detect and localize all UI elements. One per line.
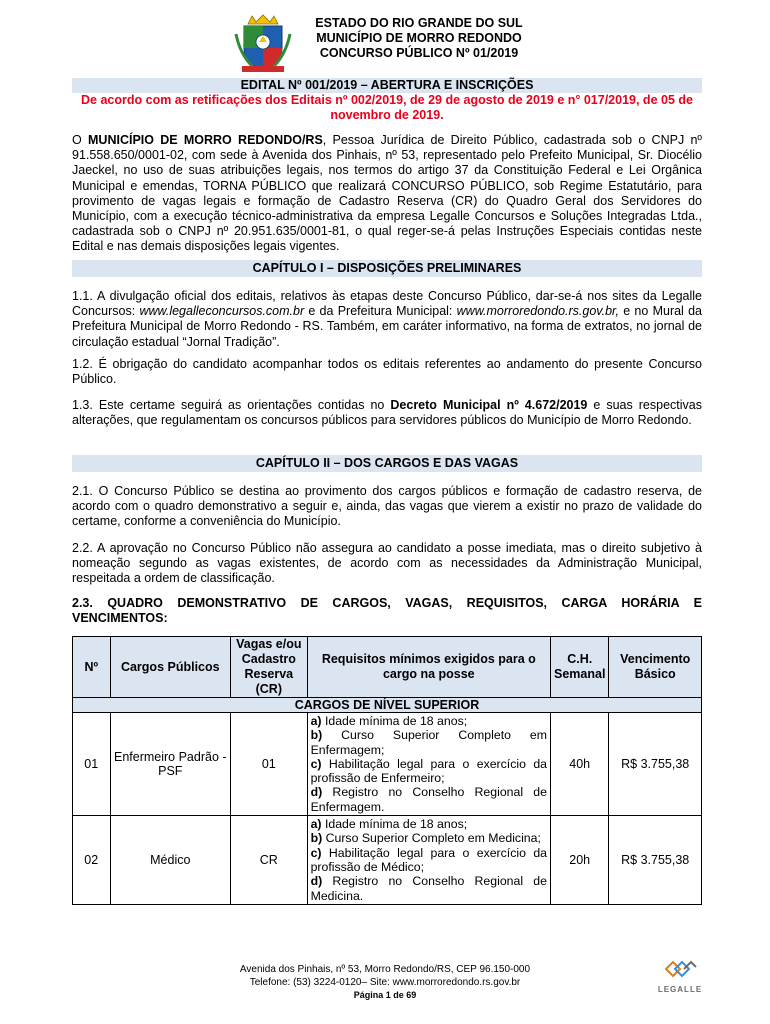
decreto-reference: Decreto Municipal nº 4.672/2019: [390, 398, 588, 412]
paragraph-1-1: [72, 289, 702, 350]
header-contest: CONCURSO PÚBLICO Nº 01/2019: [319, 46, 519, 60]
req-text: Habilitação legal para o exercício da profissão de Enfermeiro;: [310, 756, 547, 786]
req-text: Idade mínima de 18 anos;: [321, 817, 468, 832]
col-header-num: Nº: [73, 637, 111, 698]
row-requisitos: [307, 713, 550, 816]
intro-text: , Pessoa Jurídica de Direito Público, cadastrada sob o CNPJ nº 91.558.650/0001-02, com sede à Avenida dos Pinhais, nº 53, representado pelo Prefeito Municipal, Sr. Diocélio Jaeckel, no uso de suas atribuições legais, nos termos do artigo 37 da Constituição Federal e Lei Orgânica Municipal e emendas, TORNA PÚBLICO que realizará CONCURSO PÚBLICO, sob Regime Estatutário, para provimento de vagas legais e formação de Cadastro Reserva (CR) do Quadro Geral dos Servidores do Município, com a execução técnico-administrativa da empresa Legalle Concursos e Soluções Integradas Ltda., cadastrada sob o CNPJ nº 20.951.635/0001-81, o qual reger-se-á pelas Instruções Especiais contidas neste Edital e nas demais disposições legais vigentes.: [72, 133, 702, 254]
retificacoes-note: De acordo com as retificações dos Editais nº 002/2019, de 29 de agosto de 2019 e n° 017/2019, de 05 de novembro de 2019.: [81, 93, 693, 122]
table-row: [73, 816, 702, 905]
req-text: Curso Superior Completo em Enfermagem;: [310, 728, 547, 757]
row-vagas: 01: [231, 713, 308, 816]
p13-a: 1.3. Este certame seguirá as orientações contidas no: [72, 398, 391, 412]
col-header-vencimento: Vencimento Básico: [609, 637, 702, 698]
row-cargo: Médico: [110, 816, 231, 905]
row-requisitos: [307, 816, 550, 905]
req-text: Habilitação legal para o exercício da profissão de Médico;: [310, 845, 547, 874]
footer-address: Avenida dos Pinhais, nº 53, Morro Redondo/RS, CEP 96.150-000: [239, 964, 531, 975]
req-text: Idade mínima de 18 anos;: [321, 714, 468, 728]
paragraph-2-2: 2.2. A aprovação no Concurso Público não assegura ao candidato a posse imediata, mas o direito subjetivo à nomeação segundo as vagas existentes, de acordo com as necessidades da Administração Municipal, respeitada a ordem de classificação.: [72, 541, 702, 586]
req-text: Registro no Conselho Regional de Medicina.: [310, 874, 547, 903]
paragraph-2-3: 2.3. QUADRO DEMONSTRATIVO DE CARGOS, VAGAS, REQUISITOS, CARGA HORÁRIA E VENCIMENTOS:: [72, 596, 702, 626]
paragraph-1-3: [72, 398, 702, 428]
req-key: c): [310, 756, 322, 771]
p11-c: e no Mural da Prefeitura Municipal de Morro Redondo - RS. Também, em caráter informativo, na forma de extratos, no jornal de circulação estadual “Jornal Tradição”.: [72, 304, 702, 349]
paragraph-2-1: 2.1. O Concurso Público se destina ao provimento dos cargos públicos e formação de cadastro reserva, de acordo com o quadro demonstrativo a seguir e, ainda, das vagas que vierem a existir no prazo de validade do certame, conforme a conveniência do Município.: [72, 484, 702, 529]
chapter1-title: CAPÍTULO I – DISPOSIÇÕES PRELIMINARES: [72, 260, 702, 277]
req-key: a): [310, 714, 322, 728]
row-ch: 40h: [551, 713, 609, 816]
prefeitura-site-link[interactable]: www.morroredondo.rs.gov.br,: [456, 304, 619, 319]
header-municipality: MUNICÍPIO DE MORRO REDONDO: [316, 31, 522, 45]
legalle-logo-text: LEGALLE: [657, 985, 703, 994]
legalle-logo-icon: [662, 958, 698, 980]
intro-pre: O: [72, 133, 88, 147]
req-key: d): [310, 785, 323, 800]
table-header-row: [73, 637, 702, 698]
col-header-cargo: Cargos Públicos: [110, 637, 231, 698]
table-row: [73, 713, 702, 816]
page-number: Página 1 de 69: [353, 990, 417, 1000]
p13-b: e suas respectivas alterações, que regulamentam os concursos públicos para servidores públicos do Município de Morro Redondo.: [72, 398, 702, 428]
header-state: ESTADO DO RIO GRANDE DO SUL: [315, 16, 523, 30]
p11-a: 1.1. A divulgação oficial dos editais, relativos às etapas deste Concurso Público, dar-se-á nos sites da Legalle Concursos:: [72, 289, 702, 319]
legalle-logo: [650, 958, 710, 998]
edital-title: EDITAL Nº 001/2019 – ABERTURA E INSCRIÇÕES: [72, 78, 702, 93]
row-vencimento: R$ 3.755,38: [609, 816, 702, 905]
intro-paragraph: [72, 133, 702, 255]
level-label: CARGOS DE NÍVEL SUPERIOR: [73, 698, 702, 713]
row-ch: 20h: [551, 816, 609, 905]
row-vagas: CR: [231, 816, 308, 905]
row-num: 01: [73, 713, 111, 816]
p11-b: e da Prefeitura Municipal:: [304, 304, 457, 319]
req-key: c): [310, 845, 322, 860]
paragraph-1-2: 1.2. É obrigação do candidato acompanhar todos os editais referentes ao andamento do presente Concurso Público.: [72, 357, 702, 387]
level-row: [73, 698, 702, 713]
req-key: b): [310, 728, 323, 743]
intro-municipality: MUNICÍPIO DE MORRO REDONDO/RS: [88, 133, 323, 147]
footer-contact: Telefone: (53) 3224-0120– Site: www.morroredondo.rs.gov.br: [249, 976, 521, 988]
municipal-crest-logo: [234, 14, 292, 74]
col-header-vagas: Vagas e/ou Cadastro Reserva (CR): [231, 637, 308, 698]
req-text: Curso Superior Completo em Medicina;: [322, 831, 541, 846]
row-cargo: Enfermeiro Padrão - PSF: [110, 713, 231, 816]
row-num: 02: [73, 816, 111, 905]
req-key: b): [310, 831, 323, 846]
req-text: Registro no Conselho Regional de Enfermagem.: [310, 785, 547, 814]
row-vencimento: R$ 3.755,38: [609, 713, 702, 816]
cargos-table: [72, 636, 702, 905]
legalle-site-link[interactable]: www.legalleconcursos.com.br: [139, 304, 305, 319]
col-header-ch: C.H. Semanal: [551, 637, 609, 698]
req-key: a): [310, 817, 322, 832]
chapter2-title: CAPÍTULO II – DOS CARGOS E DAS VAGAS: [72, 455, 702, 472]
col-header-requisitos: Requisitos mínimos exigidos para o cargo na posse: [307, 637, 550, 698]
document-header: [0, 12, 770, 76]
req-key: d): [310, 874, 323, 889]
